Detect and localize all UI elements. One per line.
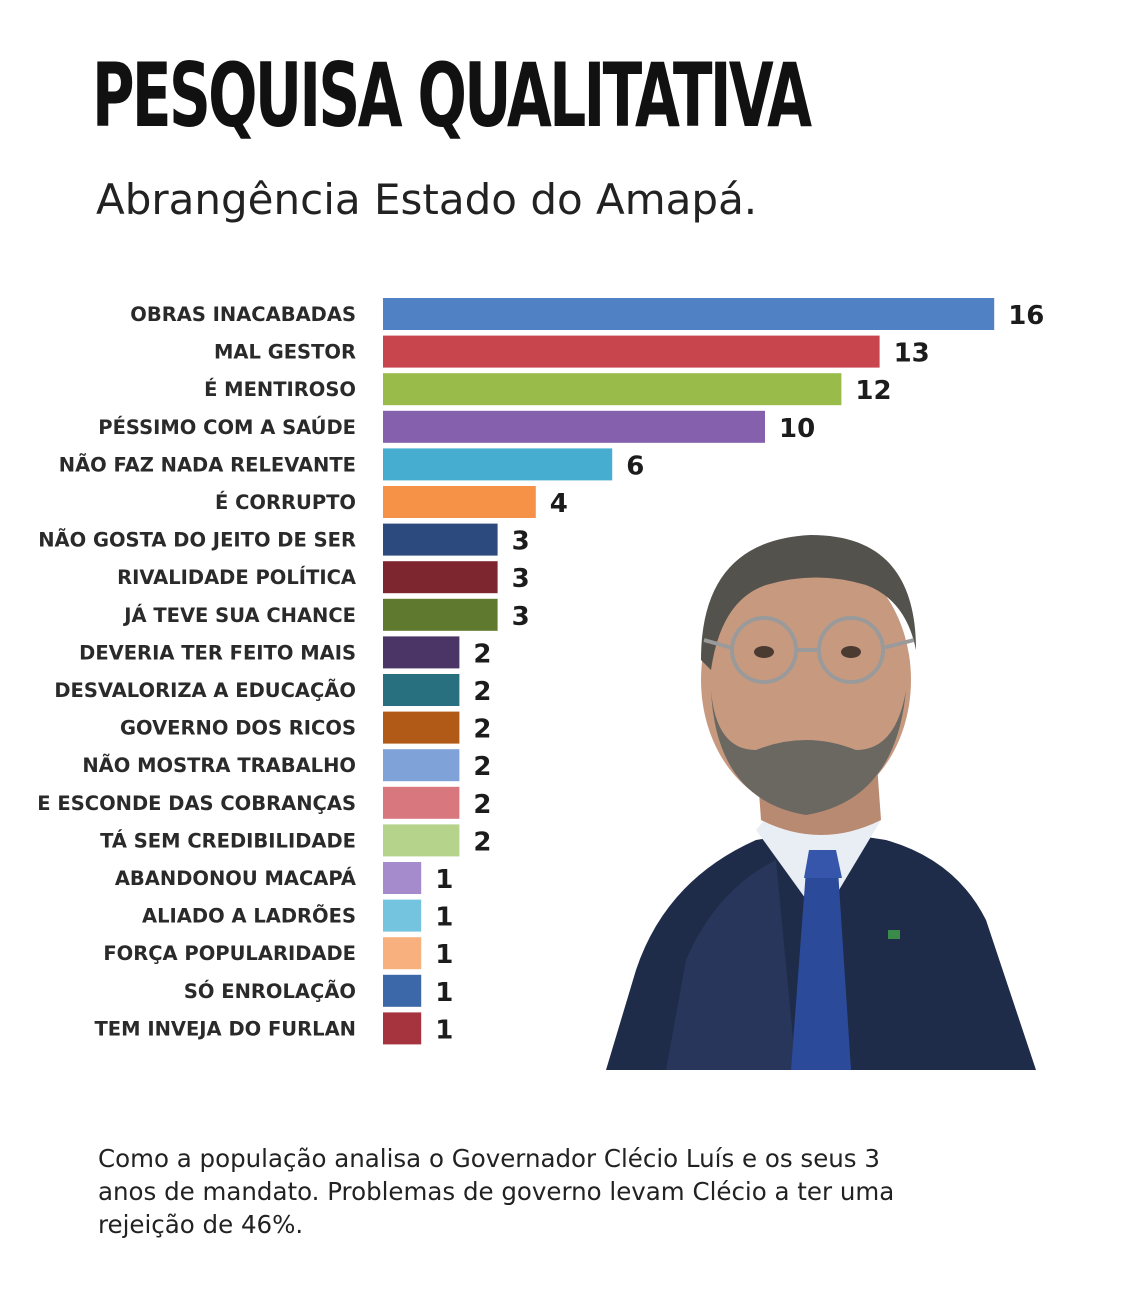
category-label: SÓ ENROLAÇÃO [183,979,356,1003]
bar [383,900,421,932]
bar [383,524,498,556]
value-label: 1 [435,902,454,933]
category-label: NÃO FAZ NADA RELEVANTE [58,453,356,477]
bar [383,824,459,856]
value-label: 1 [435,1015,454,1046]
value-label: 12 [855,376,892,407]
value-label: 2 [473,827,492,858]
value-label: 2 [473,789,492,820]
value-label: 10 [779,413,816,444]
value-label: 1 [435,940,454,971]
bar [383,373,841,405]
bar [383,937,421,969]
bar [383,1012,421,1044]
category-label: RIVALIDADE POLÍTICA [117,566,356,590]
value-label: 3 [511,564,530,595]
value-label: 2 [473,714,492,745]
value-label: 6 [626,451,645,482]
category-label: MAL GESTOR [214,340,356,364]
value-label: 16 [1008,301,1045,331]
category-label: GOVERNO DOS RICOS [120,716,356,740]
page-title: PESQUISA QUALITATIVA [92,44,810,147]
category-label: E ESCONDE DAS COBRANÇAS [37,791,356,815]
bar [383,975,421,1007]
category-label: OBRAS INACABADAS [130,303,356,326]
bar [383,862,421,894]
bar [383,336,880,368]
category-label: ABANDONOU MACAPÁ [114,867,356,890]
category-label: NÃO MOSTRA TRABALHO [82,754,356,778]
category-label: ALIADO A LADRÕES [142,904,356,928]
value-label: 2 [473,639,492,670]
value-label: 2 [473,752,492,783]
bar [383,599,498,631]
bar [383,787,459,819]
category-label: TÁ SEM CREDIBILIDADE [100,829,356,853]
value-label: 13 [893,338,930,369]
governor-portrait-icon [606,500,1036,1070]
bar [383,486,536,518]
value-label: 3 [511,601,530,632]
bar [383,712,459,744]
value-label: 3 [511,526,530,557]
value-label: 2 [473,677,492,707]
value-label: 1 [435,977,454,1008]
bar [383,636,459,668]
bar [383,749,459,781]
category-label: NÃO GOSTA DO JEITO DE SER [38,528,356,552]
page-subtitle: Abrangência Estado do Amapá. [96,175,758,224]
bar [383,411,765,443]
bar [383,298,994,330]
value-label: 1 [435,865,454,895]
category-label: FORÇA POPULARIDADE [103,942,356,966]
category-label: É MENTIROSO [204,378,356,402]
category-label: TEM INVEJA DO FURLAN [94,1017,356,1041]
bar [383,561,498,593]
caption-text: Como a população analisa o Governador Clécio Luís e os seus 3 anos de mandato. Problemas de governo levam Clécio a ter uma rejeição de 46%. [98,1144,895,1239]
bar [383,448,612,480]
category-label: PÉSSIMO COM A SAÚDE [98,415,356,439]
bar [383,674,459,706]
category-label: JÁ TEVE SUA CHANCE [124,603,356,627]
category-label: DEVERIA TER FEITO MAIS [79,641,356,665]
category-label: DESVALORIZA A EDUCAÇÃO [54,679,356,702]
category-label: É CORRUPTO [214,491,356,514]
value-label: 4 [549,489,568,519]
